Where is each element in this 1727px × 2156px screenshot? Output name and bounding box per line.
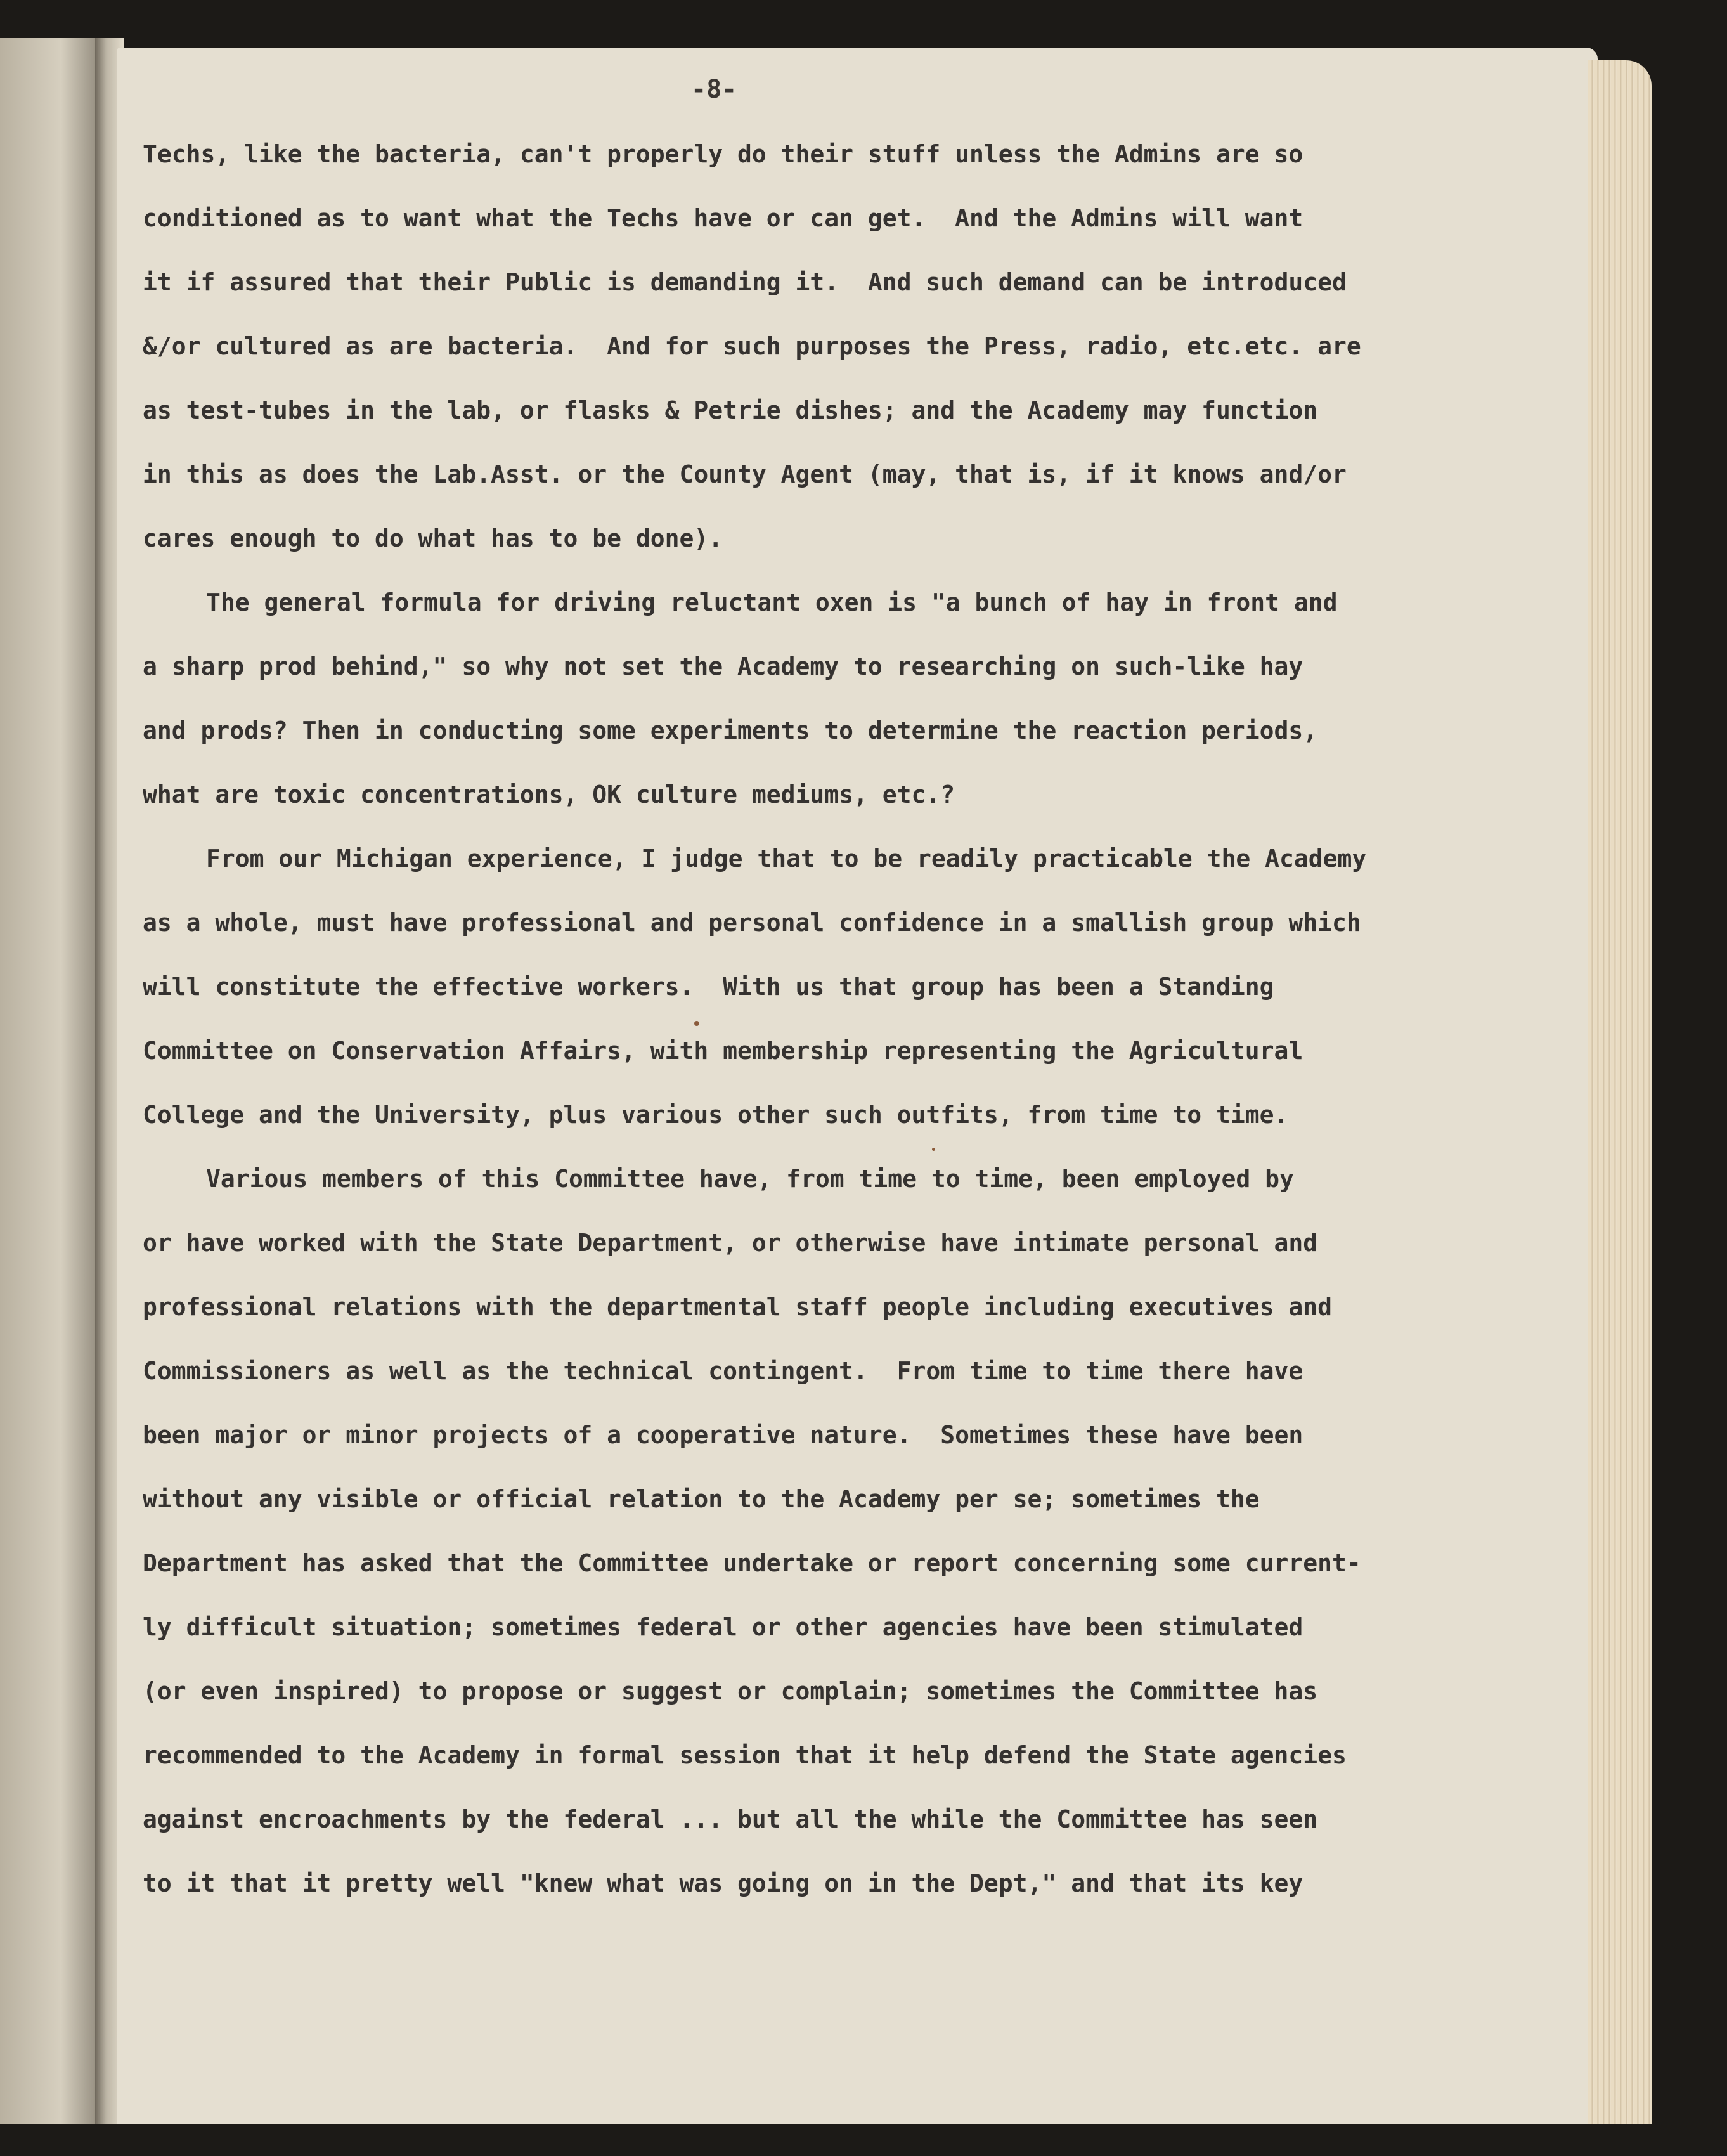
text-line: and prods? Then in conducting some experiments to determine the reaction periods, — [143, 717, 1318, 744]
text-line: From our Michigan experience, I judge that to be readily practicable the Academy — [206, 845, 1367, 873]
text-line: Department has asked that the Committee undertake or report concerning some current- — [143, 1549, 1361, 1577]
text-line: it if assured that their Public is demanding it. And such demand can be introduced — [143, 268, 1347, 296]
text-line: as a whole, must have professional and personal confidence in a smallish group which — [143, 909, 1361, 937]
text-line: College and the University, plus various other such outfits, from time to time. — [143, 1101, 1289, 1129]
text-line: ly difficult situation; sometimes federal or other agencies have been stimulated — [143, 1613, 1303, 1641]
text-line: Commissioners as well as the technical contingent. From time to time there have — [143, 1357, 1303, 1385]
text-line: or have worked with the State Department, or otherwise have intimate personal and — [143, 1229, 1318, 1257]
text-line: Committee on Conservation Affairs, with membership representing the Agricultural — [143, 1037, 1303, 1065]
text-line: without any visible or official relation to the Academy per se; sometimes the — [143, 1485, 1260, 1513]
ink-speck — [694, 1021, 699, 1026]
text-line: against encroachments by the federal ... but all the while the Committee has seen — [143, 1805, 1318, 1833]
text-line: (or even inspired) to propose or suggest or complain; sometimes the Committee has — [143, 1677, 1318, 1705]
text-line: conditioned as to want what the Techs have or can get. And the Admins will want — [143, 204, 1303, 232]
text-line: The general formula for driving reluctant oxen is "a bunch of hay in front and — [206, 588, 1338, 616]
text-line: what are toxic concentrations, OK culture mediums, etc.? — [143, 781, 955, 808]
text-line: recommended to the Academy in formal session that it help defend the State agencies — [143, 1741, 1347, 1769]
text-line: Various members of this Committee have, from time to time, been employed by — [206, 1165, 1294, 1193]
page-stack-edges — [1588, 60, 1652, 2124]
text-line: to it that it pretty well "knew what was going on in the Dept," and that its key — [143, 1869, 1303, 1897]
text-line: &/or cultured as are bacteria. And for such purposes the Press, radio, etc.etc. are — [143, 332, 1361, 360]
text-line: as test-tubes in the lab, or flasks & Petrie dishes; and the Academy may function — [143, 396, 1318, 424]
text-line: in this as does the Lab.Asst. or the County Agent (may, that is, if it knows and/or — [143, 460, 1347, 488]
text-line: Techs, like the bacteria, can't properly do their stuff unless the Admins are so — [143, 140, 1303, 168]
text-line: cares enough to do what has to be done). — [143, 524, 723, 552]
text-line: professional relations with the departmental staff people including executives and — [143, 1293, 1332, 1321]
page-number: -8- — [691, 75, 737, 104]
text-line: will constitute the effective workers. With us that group has been a Standing — [143, 973, 1274, 1001]
left-page-edge — [0, 38, 101, 2124]
text-line: a sharp prod behind," so why not set the Academy to researching on such-like hay — [143, 653, 1303, 680]
ink-speck — [932, 1148, 935, 1151]
text-line: been major or minor projects of a cooperative nature. Sometimes these have been — [143, 1421, 1303, 1449]
